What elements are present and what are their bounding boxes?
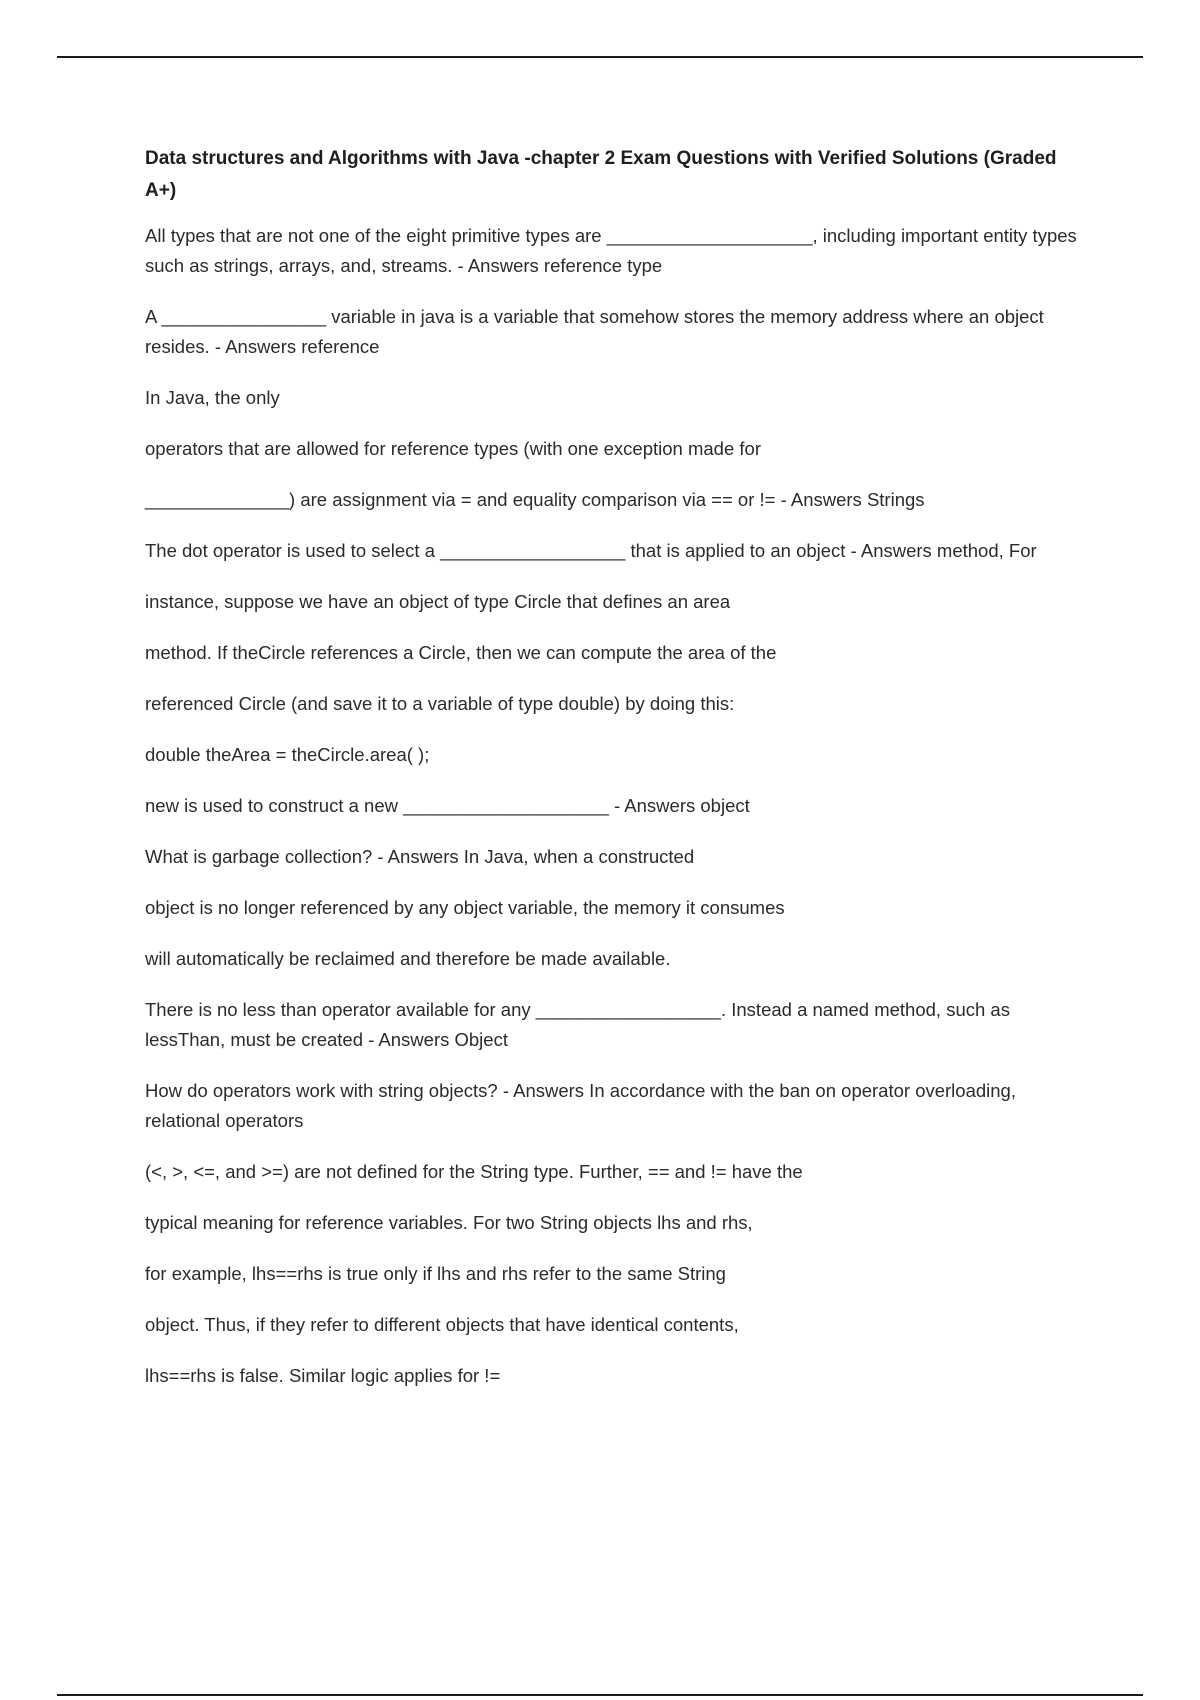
paragraph: operators that are allowed for reference types (with one exception made for	[145, 438, 761, 459]
paragraph: typical meaning for reference variables. For two String objects lhs and rhs,	[145, 1212, 753, 1233]
document-body	[145, 143, 1083, 1412]
paragraph: All types that are not one of the eight primitive types are ____________________, including important entity types such as strings, arrays, and, streams. - Answers reference type	[145, 225, 1082, 276]
footer-rule	[57, 1694, 1143, 1696]
paragraph: will automatically be reclaimed and therefore be made available.	[145, 948, 671, 969]
paragraph: What is garbage collection? - Answers In Java, when a constructed	[145, 846, 695, 867]
paragraph: double theArea = theCircle.area( );	[145, 744, 430, 765]
paragraph: for example, lhs==rhs is true only if lhs and rhs refer to the same String	[145, 1263, 726, 1284]
paragraph: object is no longer referenced by any object variable, the memory it consumes	[145, 897, 785, 918]
paragraph: The dot operator is used to select a __________________ that is applied to an object - Answers method, For	[145, 540, 1037, 561]
paragraph: (<, >, <=, and >=) are not defined for the String type. Further, == and != have the	[145, 1161, 803, 1182]
paragraph: There is no less than operator available for any __________________. Instead a named method, such as lessThan, must be created - Answers Object	[145, 999, 1016, 1050]
paragraph: object. Thus, if they refer to different objects that have identical contents,	[145, 1314, 739, 1335]
paragraph: new is used to construct a new ____________________ - Answers object	[145, 795, 750, 816]
paragraph: instance, suppose we have an object of type Circle that defines an area	[145, 591, 731, 612]
paragraph: In Java, the only	[145, 387, 280, 408]
paragraph: How do operators work with string objects? - Answers In accordance with the ban on operator overloading, relational operators	[145, 1080, 1022, 1131]
paragraph: referenced Circle (and save it to a variable of type double) by doing this:	[145, 693, 735, 714]
paragraph: method. If theCircle references a Circle, then we can compute the area of the	[145, 642, 777, 663]
paragraph: A ________________ variable in java is a variable that somehow stores the memory address where an object resides. - Answers reference	[145, 306, 1049, 357]
document-title: Data structures and Algorithms with Java -chapter 2 Exam Questions with Verified Solutions (Graded A+)	[145, 148, 1057, 201]
paragraph: lhs==rhs is false. Similar logic applies for !=	[145, 1365, 501, 1386]
header-rule	[57, 56, 1143, 58]
paragraph: ______________) are assignment via = and equality comparison via == or != - Answers Strings	[145, 489, 925, 510]
